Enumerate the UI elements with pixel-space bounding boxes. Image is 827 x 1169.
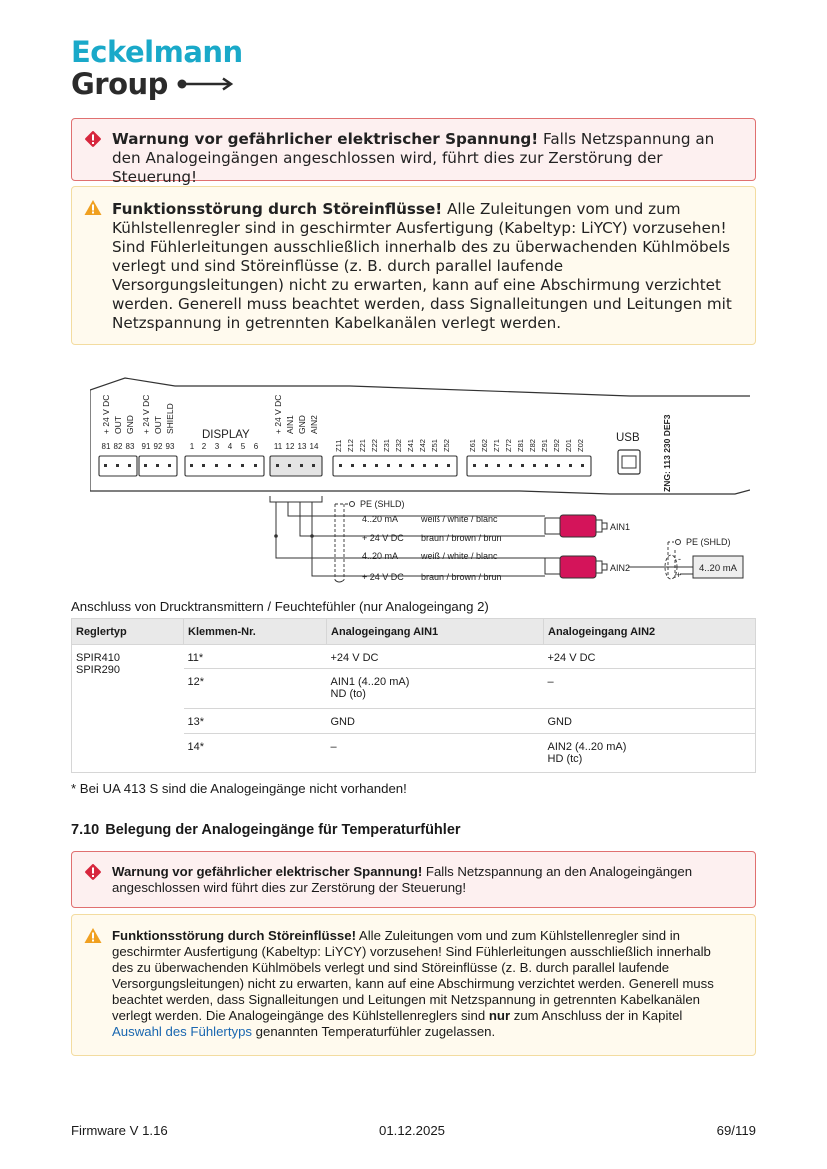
terminal-label: OUT <box>153 416 163 434</box>
terminal-table <box>71 618 756 773</box>
terminal-label: Z92 <box>552 439 561 452</box>
logo-wordmark: Eckelmann <box>71 35 243 69</box>
notice-text: Falls Netzspannung an den Analogeingängen angeschlossen wird, führt dies zur Zerstörung der Steuerung! <box>112 130 715 186</box>
terminal-label: Z61 <box>468 439 477 452</box>
danger-icon <box>84 130 102 148</box>
section-title: Belegung der Analogeingänge für Temperaturfühler <box>105 822 461 838</box>
section-number: 7.10 <box>71 822 100 838</box>
pe-shld-label: PE (SHLD) <box>686 537 731 547</box>
terminal-label: Z02 <box>576 439 585 452</box>
terminal-label: + 24 V DC <box>273 394 283 434</box>
terminal-number: 82 <box>113 442 123 451</box>
terminal-number: 92 <box>153 442 163 451</box>
terminal-label: Z01 <box>564 439 573 452</box>
terminal-label: + 24 V DC <box>141 394 151 434</box>
terminal-label: Z42 <box>418 439 427 452</box>
terminal-number: 3 <box>214 442 220 451</box>
danger-notice <box>71 118 756 186</box>
terminal-label: GND <box>125 415 135 434</box>
logo-group-text: Group <box>71 67 168 101</box>
table-cell: 12* <box>184 669 327 709</box>
terminal-label: GND <box>297 415 307 434</box>
notice-text: Falls Netzspannung an den Analogeingängen angeschlossen wird führt dies zur Zerstörung der Steuerung! <box>112 864 693 895</box>
sensor-plug-icon <box>545 515 607 537</box>
caution-notice <box>71 186 756 345</box>
notice-title: Warnung vor gefährlicher elektrischer Spannung! <box>112 130 539 148</box>
footer-page-number: 69/119 <box>716 1123 756 1138</box>
table-cell: AIN2 (4..20 mA) HD (tc) <box>544 734 756 773</box>
table-cell: AIN1 (4..20 mA) ND (to) <box>327 669 544 709</box>
wire-signal-label: + 24 V DC <box>362 533 404 543</box>
sensor-plug-icon <box>545 556 607 578</box>
caution-notice <box>71 914 756 1056</box>
reglertyp-cell: SPIR410 SPIR290 <box>72 645 184 773</box>
terminal-label: Z41 <box>406 439 415 452</box>
terminal-label: OUT <box>113 416 123 434</box>
footer-firmware: Firmware V 1.16 <box>71 1123 168 1138</box>
notice-title: Funktionsstörung durch Störeinflüsse! <box>112 200 443 218</box>
terminal-label: Z52 <box>442 439 451 452</box>
terminal-number: 12 <box>285 442 295 451</box>
wire-color-label: weiß / white / blanc <box>421 551 498 561</box>
table-cell: – <box>327 734 544 773</box>
table-cell: GND <box>327 709 544 734</box>
wire-color-label: weiß / white / blanc <box>421 514 498 524</box>
wire-signal-label: + 24 V DC <box>362 572 404 582</box>
plus-sign: + <box>676 570 682 580</box>
notice-text: Alle Zuleitungen vom und zum Kühlstellenregler sind in geschirmter Ausfertigung (Kabeltyp: LiYCY) vorzusehen! Sind Fühlerleitungen ausschließlich innerhalb des zu überwachenden Kühlmöbels verlegt und sind Störeinflüsse (z. B. durch parallel laufende Versorgungsleitungen) nicht zu erwarten, kann auf eine Abschirmung verzichtet werden. Generell muss beachtet werden, dass Signalleitungen und Leitungen mit Netzspannung in getrennten Kabelkanälen verlegt werden. <box>112 200 732 332</box>
chapter-link[interactable]: Auswahl des Fühlertyps <box>112 1024 253 1039</box>
terminal-label: Z62 <box>480 439 489 452</box>
notice-text: zum Anschluss der in Kapitel <box>510 1008 683 1023</box>
wire-color-label: braun / brown / brun <box>421 572 502 582</box>
terminal-label: Z71 <box>492 439 501 452</box>
table-header: Reglertyp <box>72 619 184 645</box>
terminal-number: 91 <box>141 442 151 451</box>
minus-sign: - <box>678 554 681 564</box>
table-cell: – <box>544 669 756 709</box>
pe-shld-label: PE (SHLD) <box>360 499 405 509</box>
terminal-label: Z51 <box>430 439 439 452</box>
terminal-label: Z21 <box>358 439 367 452</box>
warning-triangle-icon <box>84 927 102 944</box>
warning-triangle-icon <box>84 199 102 216</box>
terminal-label: + 24 V DC <box>101 394 111 434</box>
terminal-number: 13 <box>297 442 307 451</box>
table-header: Analogeingang AIN1 <box>327 619 544 645</box>
notice-title: Warnung vor gefährlicher elektrischer Spannung! <box>112 864 423 879</box>
danger-icon <box>84 863 102 881</box>
terminal-label: Z11 <box>334 439 343 452</box>
footer-date: 01.12.2025 <box>379 1123 446 1138</box>
table-cell: GND <box>544 709 756 734</box>
terminal-number: 14 <box>309 442 319 451</box>
figure-caption: Anschluss von Drucktransmittern / Feuchtefühler (nur Analogeingang 2) <box>71 599 489 614</box>
notice-text: genannten Temperaturfühler zugelassen. <box>252 1024 496 1039</box>
ain2-label: AIN2 <box>610 563 631 573</box>
notice-text: Alle Zuleitungen vom und zum Kühlstellenregler sind in geschirmter Ausfertigung (Kabeltyp: LiYCY) vorzusehen! Sind Fühlerleitungen ausschließlich innerhalb des zu überwachenden Kühlmöbels verlegt und sind Störeinflüsse (z. B. durch parallel laufende Versorgungsleitungen) nicht zu erwarten, kann auf eine Abschirmung verzichtet werden. Generell muss beachtet werden, dass Signalleitungen und Leitungen mit Netzspannung in getrennten Kabelkanälen verlegt werden. Die Analogeingänge des Kühlstellenreglers sind <box>112 928 714 1023</box>
table-cell: 13* <box>184 709 327 734</box>
terminal-number: 83 <box>125 442 135 451</box>
terminal-number: 2 <box>201 442 207 451</box>
terminal-label: AIN2 <box>309 415 319 434</box>
connector-block <box>185 456 264 476</box>
terminal-label: Z12 <box>346 439 355 452</box>
terminal-label: Z91 <box>540 439 549 452</box>
table-cell: +24 V DC <box>544 645 756 669</box>
arrow-right-icon <box>176 77 234 91</box>
terminal-number: 11 <box>273 442 283 451</box>
terminal-label: AIN1 <box>285 415 295 434</box>
terminal-label: Z82 <box>528 439 537 452</box>
ain1-label: AIN1 <box>610 522 631 532</box>
terminal-number: 1 <box>189 442 195 451</box>
company-logo <box>71 36 243 100</box>
table-footnote: * Bei UA 413 S sind die Analogeingänge nicht vorhanden! <box>71 781 407 796</box>
terminal-label: Z32 <box>394 439 403 452</box>
wire-signal-label: 4..20 mA <box>362 551 399 561</box>
terminal-label: Z72 <box>504 439 513 452</box>
table-cell: +24 V DC <box>327 645 544 669</box>
terminal-number: 6 <box>253 442 259 451</box>
terminal-label: Z81 <box>516 439 525 452</box>
terminal-number: 81 <box>101 442 111 451</box>
wiring-diagram <box>90 372 750 590</box>
danger-notice <box>71 851 756 908</box>
usb-label: USB <box>616 432 640 444</box>
table-row <box>72 645 756 669</box>
emphasis: nur <box>488 1008 511 1023</box>
terminal-number: 93 <box>165 442 175 451</box>
terminal-label: Z22 <box>370 439 379 452</box>
wire-color-label: braun / brown / brun <box>421 533 502 543</box>
wire-signal-label: 4..20 mA <box>362 514 399 524</box>
drawing-number: ZNG: 113 230 DEF3 <box>662 414 672 492</box>
table-cell: 14* <box>184 734 327 773</box>
terminal-number: 5 <box>240 442 246 451</box>
table-header: Klemmen-Nr. <box>184 619 327 645</box>
terminal-label: Z31 <box>382 439 391 452</box>
display-label: DISPLAY <box>202 429 250 441</box>
transmitter-box-label: 4..20 mA <box>698 563 738 574</box>
terminal-number: 4 <box>227 442 233 451</box>
terminal-label: SHIELD <box>165 403 175 434</box>
table-header: Analogeingang AIN2 <box>544 619 756 645</box>
table-cell: 11* <box>184 645 327 669</box>
section-heading <box>71 822 461 838</box>
notice-title: Funktionsstörung durch Störeinflüsse! <box>112 928 356 943</box>
